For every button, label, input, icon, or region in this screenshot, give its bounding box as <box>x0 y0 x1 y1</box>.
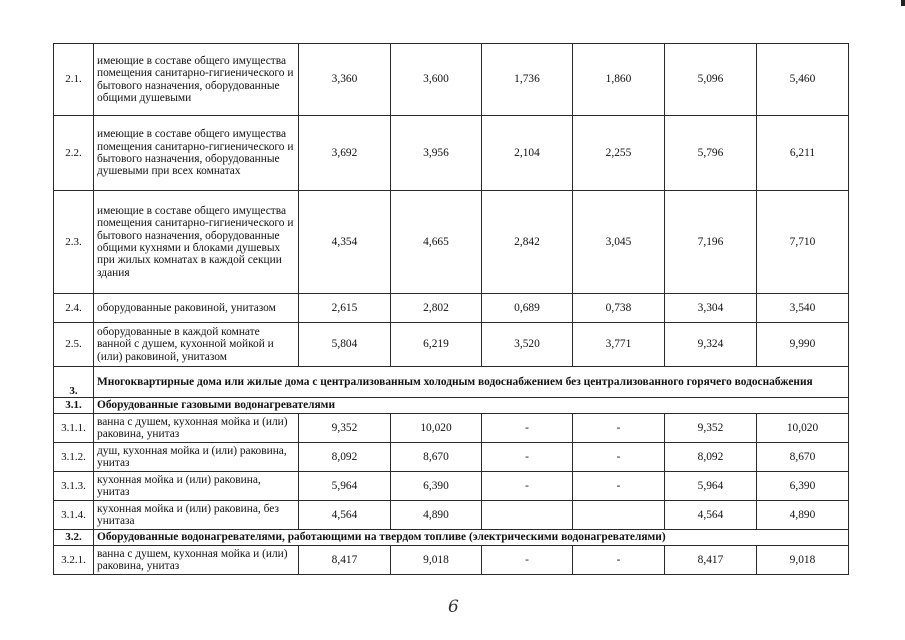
value-cell: 1,736 <box>482 44 573 116</box>
table-row <box>54 294 849 323</box>
value-cell: - <box>573 546 665 575</box>
value-cell: 3,520 <box>482 323 573 367</box>
section-number: 3.2. <box>54 530 94 546</box>
row-number: 2.5. <box>54 323 94 367</box>
row-description: кухонная мойка и (или) раковина, без унитаза <box>94 501 299 530</box>
row-number: 3.2.1. <box>54 546 94 575</box>
value-cell: 2,842 <box>482 191 573 294</box>
value-cell: 5,096 <box>665 44 757 116</box>
value-cell: - <box>482 472 573 501</box>
value-cell: - <box>482 546 573 575</box>
page-edge-mark <box>901 0 905 6</box>
value-cell: 2,802 <box>391 294 482 323</box>
table-row <box>54 414 849 443</box>
row-number: 2.2. <box>54 116 94 191</box>
section-heading: Оборудованные газовыми водонагревателями <box>94 398 849 414</box>
tariff-table <box>53 43 849 575</box>
value-cell: 4,890 <box>757 501 849 530</box>
value-cell: - <box>482 414 573 443</box>
value-cell: 2,104 <box>482 116 573 191</box>
value-cell: 1,860 <box>573 44 665 116</box>
value-cell: 4,354 <box>299 191 391 294</box>
row-number: 3.1.3. <box>54 472 94 501</box>
value-cell: 8,417 <box>299 546 391 575</box>
value-cell: 9,990 <box>757 323 849 367</box>
value-cell: 2,255 <box>573 116 665 191</box>
value-cell: 5,964 <box>299 472 391 501</box>
table-row <box>54 546 849 575</box>
value-cell <box>482 501 573 530</box>
value-cell: 6,211 <box>757 116 849 191</box>
table-row <box>54 501 849 530</box>
value-cell: 4,890 <box>391 501 482 530</box>
section-row <box>54 398 849 414</box>
value-cell: 6,390 <box>757 472 849 501</box>
section-row <box>54 367 849 398</box>
value-cell: - <box>573 443 665 472</box>
value-cell <box>573 501 665 530</box>
row-number: 3.1.2. <box>54 443 94 472</box>
value-cell: 3,045 <box>573 191 665 294</box>
value-cell: 5,796 <box>665 116 757 191</box>
value-cell: 3,600 <box>391 44 482 116</box>
value-cell: 5,964 <box>665 472 757 501</box>
section-heading: Многоквартирные дома или жилые дома с централизованным холодным водоснабжением без централизованного горячего водоснабжения <box>94 367 849 398</box>
value-cell: 9,352 <box>299 414 391 443</box>
page-number: 6 <box>448 597 459 617</box>
value-cell: 6,390 <box>391 472 482 501</box>
value-cell: 7,196 <box>665 191 757 294</box>
value-cell: 3,771 <box>573 323 665 367</box>
value-cell: 0,689 <box>482 294 573 323</box>
value-cell: 8,417 <box>665 546 757 575</box>
section-number: 3.1. <box>54 398 94 414</box>
value-cell: 3,304 <box>665 294 757 323</box>
value-cell: 3,956 <box>391 116 482 191</box>
table-row <box>54 323 849 367</box>
row-number: 3.1.1. <box>54 414 94 443</box>
value-cell: 9,352 <box>665 414 757 443</box>
table-row <box>54 191 849 294</box>
value-cell: 10,020 <box>757 414 849 443</box>
row-number: 2.4. <box>54 294 94 323</box>
row-number: 2.1. <box>54 44 94 116</box>
value-cell: 3,692 <box>299 116 391 191</box>
row-description: ванна с душем, кухонная мойка и (или) раковина, унитаз <box>94 414 299 443</box>
value-cell: 3,540 <box>757 294 849 323</box>
value-cell: 10,020 <box>391 414 482 443</box>
row-description: имеющие в составе общего имущества помещения санитарно-гигиенического и бытового назначения, оборудованные общими душевыми <box>94 44 299 116</box>
section-heading: Оборудованные водонагревателями, работающими на твердом топливе (электрическими водонагревателями) <box>94 530 849 546</box>
value-cell: 6,219 <box>391 323 482 367</box>
value-cell: 8,092 <box>665 443 757 472</box>
row-description: оборудованные раковиной, унитазом <box>94 294 299 323</box>
table-row <box>54 443 849 472</box>
value-cell: 7,710 <box>757 191 849 294</box>
value-cell: 9,324 <box>665 323 757 367</box>
value-cell: 8,092 <box>299 443 391 472</box>
row-description: имеющие в составе общего имущества помещения санитарно-гигиенического и бытового назначения, оборудованные душевыми при всех комнатах <box>94 116 299 191</box>
value-cell: 5,804 <box>299 323 391 367</box>
value-cell: 9,018 <box>757 546 849 575</box>
value-cell: - <box>482 443 573 472</box>
value-cell: 9,018 <box>391 546 482 575</box>
row-number: 2.3. <box>54 191 94 294</box>
value-cell: 4,564 <box>299 501 391 530</box>
section-row <box>54 530 849 546</box>
value-cell: - <box>573 472 665 501</box>
value-cell: 4,665 <box>391 191 482 294</box>
table-row <box>54 44 849 116</box>
table-row <box>54 116 849 191</box>
row-description: ванна с душем, кухонная мойка и (или) раковина, унитаз <box>94 546 299 575</box>
row-number: 3.1.4. <box>54 501 94 530</box>
value-cell: 8,670 <box>757 443 849 472</box>
value-cell: 5,460 <box>757 44 849 116</box>
value-cell: 8,670 <box>391 443 482 472</box>
value-cell: - <box>573 414 665 443</box>
table-row <box>54 472 849 501</box>
value-cell: 4,564 <box>665 501 757 530</box>
row-description: оборудованные в каждой комнате ванной с душем, кухонной мойкой и (или) раковиной, унитазом <box>94 323 299 367</box>
section-number: 3. <box>54 367 94 398</box>
value-cell: 3,360 <box>299 44 391 116</box>
row-description: имеющие в составе общего имущества помещения санитарно-гигиенического и бытового назначения, оборудованные общими кухнями и блоками душевых при жилых комнатах в каждой секции здания <box>94 191 299 294</box>
value-cell: 2,615 <box>299 294 391 323</box>
row-description: душ, кухонная мойка и (или) раковина, унитаз <box>94 443 299 472</box>
value-cell: 0,738 <box>573 294 665 323</box>
row-description: кухонная мойка и (или) раковина, унитаз <box>94 472 299 501</box>
